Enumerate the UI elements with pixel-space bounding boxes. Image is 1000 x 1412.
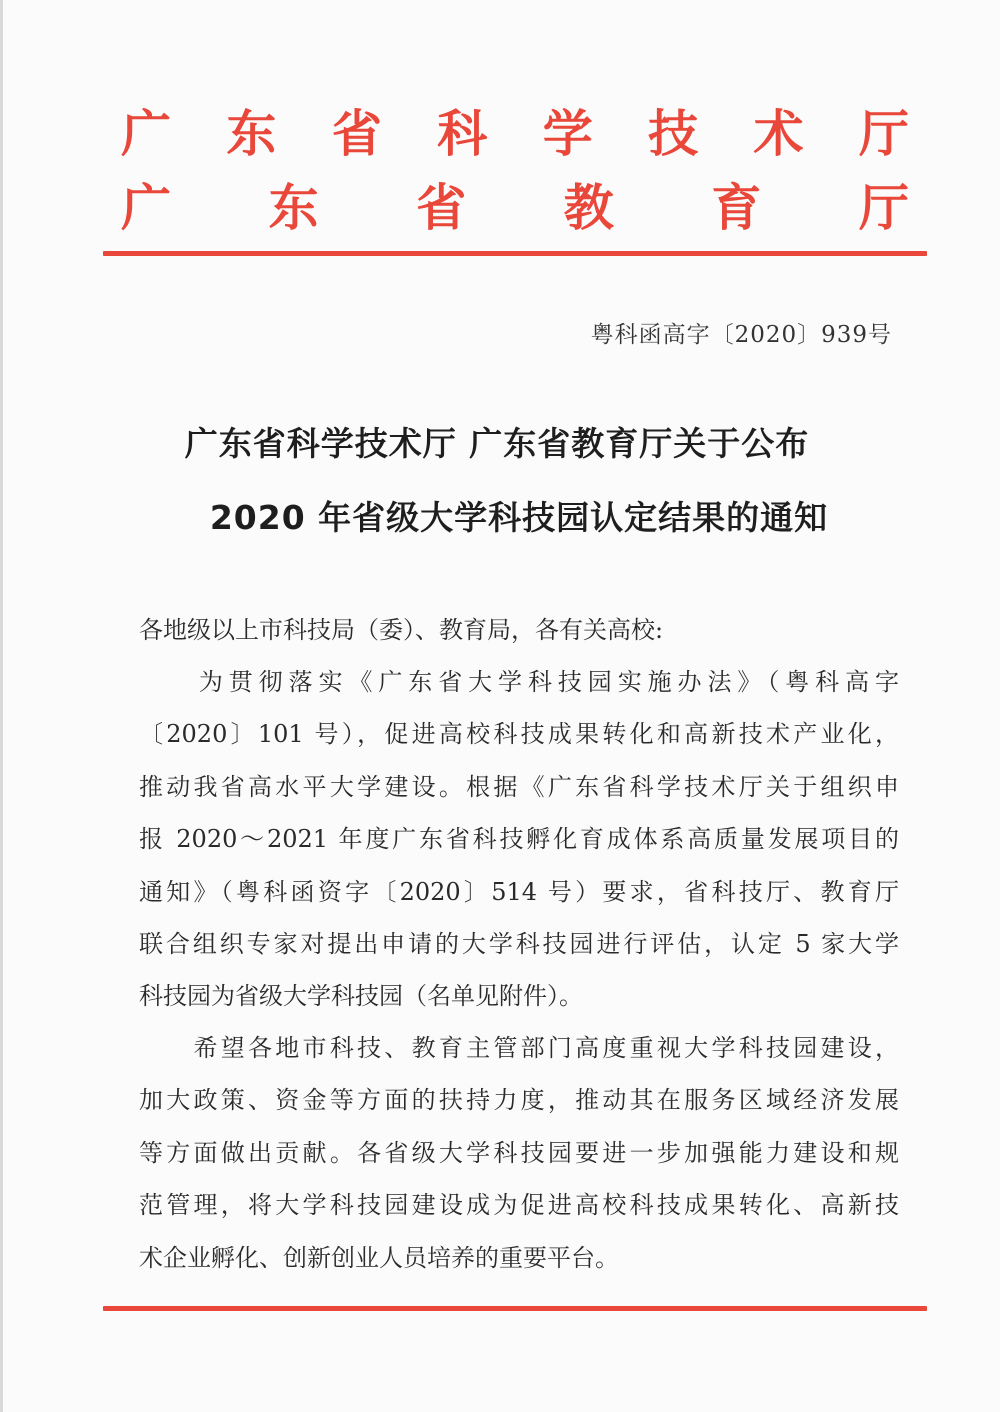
letterhead-char: 东 xyxy=(226,104,277,163)
letterhead-line-2 xyxy=(121,178,909,238)
letterhead-char: 省 xyxy=(331,104,382,163)
letterhead-char: 学 xyxy=(542,104,593,163)
paragraph-line: 科技园为省级大学科技园（名单见附件）。 xyxy=(139,982,583,1011)
letterhead-char: 科 xyxy=(437,104,488,163)
paragraph-line: 〔2020〕101 号），促进高校科技成果转化和高新技术产业化， xyxy=(139,720,899,749)
letterhead-char: 厅 xyxy=(858,178,909,237)
letterhead-char: 技 xyxy=(648,104,699,163)
letterhead-char: 育 xyxy=(711,178,762,237)
letterhead-char: 广 xyxy=(121,178,171,237)
letterhead-char: 广 xyxy=(121,104,171,163)
paragraph-line: 等方面做出贡献。各省级大学科技园要进一步加强能力建设和规 xyxy=(139,1138,899,1167)
paragraph-line: 术企业孵化、创新创业人员培养的重要平台。 xyxy=(139,1243,619,1272)
document-title-line-2: 2020 年省级大学科技园认定结果的通知 xyxy=(209,498,829,537)
paragraph-line: 范管理，将大学科技园建设成为促进高校科技成果转化、高新技 xyxy=(139,1191,899,1220)
letterhead-divider xyxy=(103,251,927,256)
paragraph-line: 加大政策、资金等方面的扶持力度，推动其在服务区域经济发展 xyxy=(139,1086,899,1115)
footer-divider xyxy=(103,1306,927,1311)
paragraph-line: 通知》（粤科函资字〔2020〕514 号）要求，省科技厅、教育厅 xyxy=(139,877,899,906)
paragraph-line: 希望各地市科技、教育主管部门高度重视大学科技园建设， xyxy=(139,1034,899,1062)
letterhead-char: 术 xyxy=(753,104,804,163)
body-paragraph-2 xyxy=(139,1022,899,1284)
letterhead-char: 厅 xyxy=(858,104,909,163)
salutation-text: 各地级以上市科技局（委）、教育局，各有关高校: xyxy=(139,616,664,644)
letterhead-line-1 xyxy=(121,104,909,164)
document-title-line-1: 广东省科学技术厅 广东省教育厅关于公布 xyxy=(184,424,810,463)
letterhead-char: 教 xyxy=(563,178,614,237)
paragraph-line: 联合组织专家对提出申请的大学科技园进行评估，认定 5 家大学 xyxy=(139,930,899,959)
paragraph-line: 报 2020～2021 年度广东省科技孵化育成体系高质量发展项目的 xyxy=(139,825,899,854)
document-number: 粤科函高字〔2020〕939号 xyxy=(590,322,892,348)
paragraph-line: 为贯彻落实《广东省大学科技园实施办法》（粤科高字 xyxy=(139,668,899,696)
body-paragraph-1 xyxy=(139,656,899,1023)
letterhead-char: 省 xyxy=(416,178,467,237)
paragraph-line: 推动我省高水平大学建设。根据《广东省科学技术厅关于组织申 xyxy=(139,772,899,801)
salutation xyxy=(139,604,899,656)
letterhead-char: 东 xyxy=(268,178,319,237)
